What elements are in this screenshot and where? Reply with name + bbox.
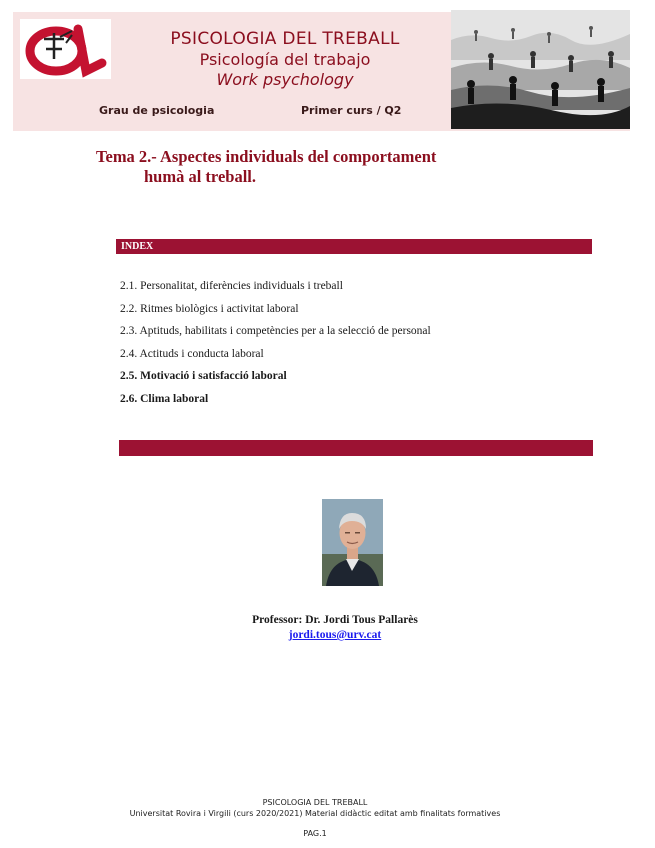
index-heading-bar bbox=[116, 239, 592, 254]
course-title-spanish: Psicología del trabajo bbox=[199, 50, 371, 69]
index-item: 2.1. Personalitat, diferències individuals i treball bbox=[120, 280, 343, 292]
index-list bbox=[120, 278, 431, 414]
index-item: 2.5. Motivació i satisfacció laboral bbox=[120, 370, 287, 383]
index-heading: INDEX bbox=[121, 241, 154, 252]
course-title-english: Work psychology bbox=[216, 70, 354, 89]
professor-email-link[interactable]: jordi.tous@urv.cat bbox=[288, 629, 382, 641]
index-item: 2.4. Actituds i conducta laboral bbox=[120, 347, 264, 360]
workers-silhouette-image bbox=[451, 10, 630, 129]
index-item: 2.2. Ritmes biològics i activitat laboral bbox=[120, 302, 299, 315]
topic-title-line-1: Tema 2.- Aspectes individuals del comportament bbox=[96, 147, 437, 166]
section-divider-bar bbox=[119, 440, 593, 456]
topic-title-line-2: humà al treball. bbox=[144, 167, 256, 186]
degree-label: Grau de psicologia bbox=[99, 104, 215, 117]
footer-university-note: Universitat Rovira i Virgili (curs 2020/2021) Material didàctic editat amb finalitats formatives bbox=[129, 809, 501, 818]
course-title-catalan: PSICOLOGIA DEL TREBALL bbox=[170, 29, 400, 49]
professor-name: Professor: Dr. Jordi Tous Pallarès bbox=[252, 614, 418, 626]
page-number: PAG.1 bbox=[303, 829, 327, 838]
index-item: 2.6. Clima laboral bbox=[120, 392, 209, 405]
topic-title bbox=[96, 147, 516, 187]
professor-photo bbox=[322, 499, 383, 586]
university-logo bbox=[20, 19, 111, 79]
footer-course-title: PSICOLOGIA DEL TREBALL bbox=[262, 798, 368, 807]
course-year-label: Primer curs / Q2 bbox=[301, 104, 402, 117]
index-item: 2.3. Aptituds, habilitats i competències per a la selecció de personal bbox=[120, 325, 431, 338]
